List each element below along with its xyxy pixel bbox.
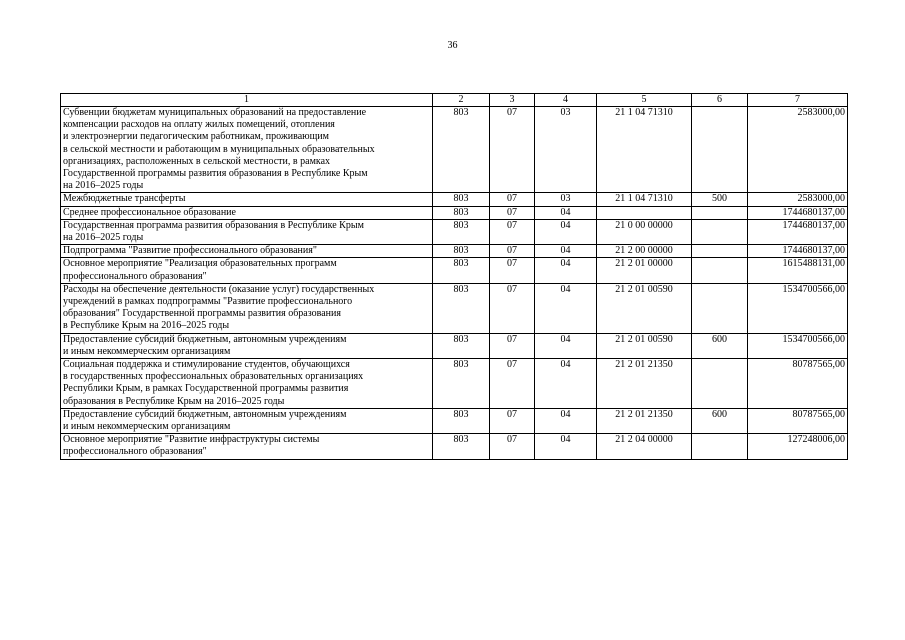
row-pr: 04 bbox=[535, 408, 597, 433]
row-csr: 21 1 04 71310 bbox=[597, 193, 692, 206]
row-sum: 1744680137,00 bbox=[748, 219, 848, 244]
row-name: Социальная поддержка и стимулирование студентов, обучающихся в государственных профессиональных образовательных организациях Республики Крым, в рамках Государственной программы развития образования в Республике Крым на 2016–2025 годы bbox=[61, 359, 433, 409]
row-rz: 07 bbox=[490, 258, 535, 283]
budget-table bbox=[60, 93, 848, 460]
row-name: Основное мероприятие "Реализация образовательных программ профессионального образования" bbox=[61, 258, 433, 283]
row-sum: 1534700566,00 bbox=[748, 333, 848, 358]
row-pr: 04 bbox=[535, 219, 597, 244]
row-gr: 803 bbox=[433, 359, 490, 409]
row-name: Субвенции бюджетам муниципальных образований на предоставление компенсации расходов на оплату жилых помещений, отопления и электроэнергии педагогическим работникам, проживающим в сельской местности и работающим в муниципальных образовательных организациях, расположенных в сельской местности, в рамках Государственной программы развития образования в Республике Крым на 2016–2025 годы bbox=[61, 107, 433, 193]
row-gr: 803 bbox=[433, 333, 490, 358]
row-sum: 2583000,00 bbox=[748, 193, 848, 206]
row-rz: 07 bbox=[490, 333, 535, 358]
row-pr: 04 bbox=[535, 258, 597, 283]
row-pr: 04 bbox=[535, 333, 597, 358]
column-header: 1 bbox=[61, 94, 433, 107]
row-csr: 21 2 01 21350 bbox=[597, 359, 692, 409]
row-sum: 1744680137,00 bbox=[748, 245, 848, 258]
table-row bbox=[61, 107, 848, 193]
row-sum: 1744680137,00 bbox=[748, 206, 848, 219]
row-csr: 21 2 01 00590 bbox=[597, 333, 692, 358]
row-gr: 803 bbox=[433, 219, 490, 244]
row-vr bbox=[692, 258, 748, 283]
row-rz: 07 bbox=[490, 107, 535, 193]
row-pr: 03 bbox=[535, 107, 597, 193]
row-gr: 803 bbox=[433, 245, 490, 258]
row-rz: 07 bbox=[490, 283, 535, 333]
row-name: Предоставление субсидий бюджетным, автономным учреждениям и иным некоммерческим организациям bbox=[61, 408, 433, 433]
row-vr: 500 bbox=[692, 193, 748, 206]
row-name: Расходы на обеспечение деятельности (оказание услуг) государственных учреждений в рамках подпрограммы "Развитие профессионального образования" Государственной программы развития образования в Республике Крым на 2016–2025 годы bbox=[61, 283, 433, 333]
row-pr: 04 bbox=[535, 434, 597, 459]
row-vr bbox=[692, 219, 748, 244]
column-header: 2 bbox=[433, 94, 490, 107]
row-sum: 80787565,00 bbox=[748, 408, 848, 433]
table-row bbox=[61, 245, 848, 258]
row-rz: 07 bbox=[490, 245, 535, 258]
column-header: 4 bbox=[535, 94, 597, 107]
column-header: 7 bbox=[748, 94, 848, 107]
row-pr: 04 bbox=[535, 359, 597, 409]
row-vr bbox=[692, 359, 748, 409]
row-vr: 600 bbox=[692, 333, 748, 358]
row-vr bbox=[692, 107, 748, 193]
row-vr bbox=[692, 283, 748, 333]
page-number: 36 bbox=[447, 40, 458, 51]
row-vr bbox=[692, 245, 748, 258]
row-rz: 07 bbox=[490, 193, 535, 206]
row-name: Среднее профессиональное образование bbox=[61, 206, 433, 219]
header-row bbox=[61, 94, 848, 107]
row-sum: 80787565,00 bbox=[748, 359, 848, 409]
row-pr: 04 bbox=[535, 245, 597, 258]
row-rz: 07 bbox=[490, 359, 535, 409]
row-name: Межбюджетные трансферты bbox=[61, 193, 433, 206]
row-rz: 07 bbox=[490, 434, 535, 459]
table-row bbox=[61, 258, 848, 283]
table-row bbox=[61, 283, 848, 333]
row-name: Предоставление субсидий бюджетным, автономным учреждениям и иным некоммерческим организациям bbox=[61, 333, 433, 358]
column-header: 3 bbox=[490, 94, 535, 107]
table-row bbox=[61, 219, 848, 244]
row-name: Государственная программа развития образования в Республике Крым на 2016–2025 годы bbox=[61, 219, 433, 244]
row-csr: 21 2 00 00000 bbox=[597, 245, 692, 258]
row-rz: 07 bbox=[490, 206, 535, 219]
row-gr: 803 bbox=[433, 193, 490, 206]
table-row bbox=[61, 206, 848, 219]
column-header: 5 bbox=[597, 94, 692, 107]
row-csr bbox=[597, 206, 692, 219]
row-csr: 21 1 04 71310 bbox=[597, 107, 692, 193]
table-row bbox=[61, 193, 848, 206]
row-name: Основное мероприятие "Развитие инфраструктуры системы профессионального образования" bbox=[61, 434, 433, 459]
row-csr: 21 2 04 00000 bbox=[597, 434, 692, 459]
row-csr: 21 0 00 00000 bbox=[597, 219, 692, 244]
table-row bbox=[61, 359, 848, 409]
row-sum: 2583000,00 bbox=[748, 107, 848, 193]
row-name: Подпрограмма "Развитие профессионального образования" bbox=[61, 245, 433, 258]
row-gr: 803 bbox=[433, 258, 490, 283]
row-vr: 600 bbox=[692, 408, 748, 433]
row-gr: 803 bbox=[433, 434, 490, 459]
row-pr: 03 bbox=[535, 193, 597, 206]
row-rz: 07 bbox=[490, 408, 535, 433]
row-pr: 04 bbox=[535, 206, 597, 219]
row-csr: 21 2 01 21350 bbox=[597, 408, 692, 433]
row-gr: 803 bbox=[433, 283, 490, 333]
table-row bbox=[61, 434, 848, 459]
row-gr: 803 bbox=[433, 107, 490, 193]
row-vr bbox=[692, 206, 748, 219]
row-sum: 1615488131,00 bbox=[748, 258, 848, 283]
row-csr: 21 2 01 00590 bbox=[597, 283, 692, 333]
table-row bbox=[61, 408, 848, 433]
row-sum: 1534700566,00 bbox=[748, 283, 848, 333]
row-sum: 127248006,00 bbox=[748, 434, 848, 459]
table-row bbox=[61, 333, 848, 358]
row-csr: 21 2 01 00000 bbox=[597, 258, 692, 283]
row-rz: 07 bbox=[490, 219, 535, 244]
row-gr: 803 bbox=[433, 206, 490, 219]
row-pr: 04 bbox=[535, 283, 597, 333]
row-vr bbox=[692, 434, 748, 459]
row-gr: 803 bbox=[433, 408, 490, 433]
column-header: 6 bbox=[692, 94, 748, 107]
